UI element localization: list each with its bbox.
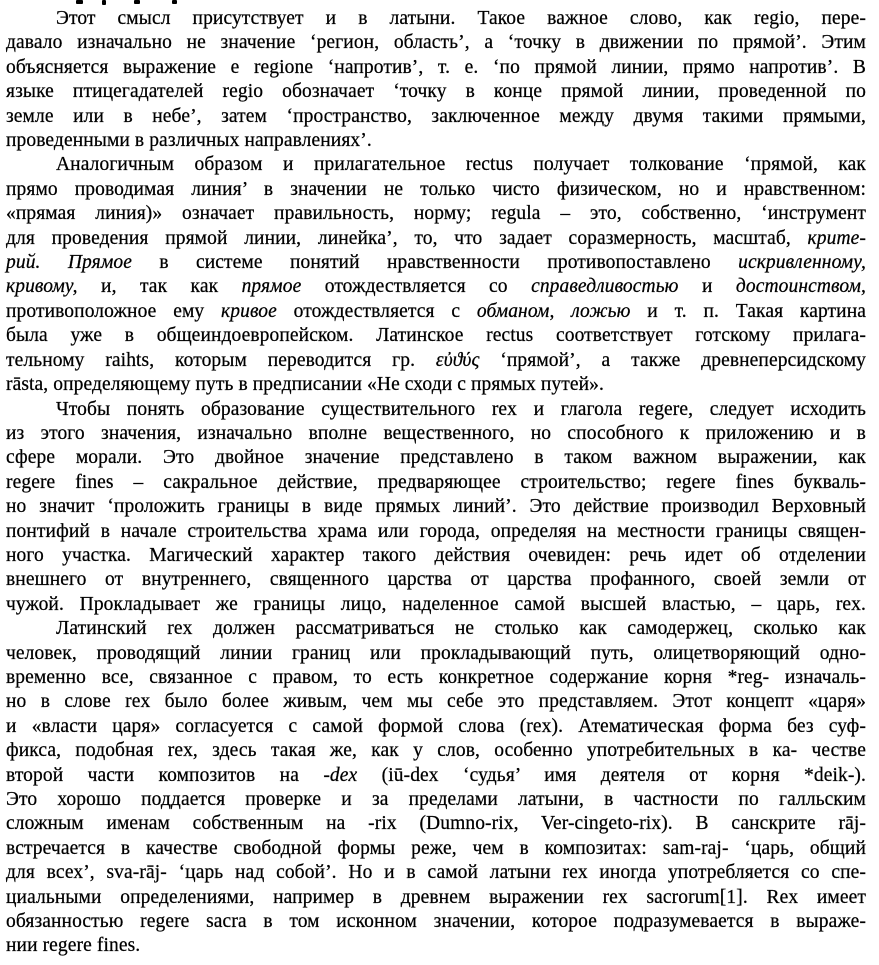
text-run: сложным именам собственным на -rix (Dumno-rix, Ver-cingeto-rix). В санскрите rāj- (6, 813, 866, 835)
text-line (6, 300, 866, 324)
text-run: в системе понятий нравственности противопоставлено (131, 252, 739, 274)
text-line (6, 153, 866, 177)
text-line (6, 422, 866, 446)
text-line (6, 446, 866, 470)
paragraph (6, 7, 866, 153)
paragraph (6, 153, 866, 397)
text-line (6, 715, 866, 739)
italic-text-run: εὐϑύς (435, 349, 480, 371)
text-line (6, 910, 866, 934)
text-run: ‘прямой’, а также древнеперсидскому (479, 349, 866, 371)
text-line (6, 837, 866, 861)
text-line (6, 398, 866, 422)
text-line (6, 80, 866, 104)
text-run: (iū-dex ‘судья’ имя деятеля от корня *deik-). (357, 764, 866, 786)
italic-text-run: крите- (807, 227, 866, 249)
text-run: regere fines – сакральное действие, предваряющее строительство; regere fines букваль- (6, 471, 866, 493)
text-run: Этот смысл присутствует и в латыни. Такое важное слово, как regio, пере- (56, 8, 866, 29)
italic-text-run: кривое (221, 300, 277, 322)
text-run: языке птицегадателей regio обозначает ‘точку в конце прямой линии, проведенной по (6, 81, 866, 103)
text-line (6, 886, 866, 910)
text-line (6, 202, 866, 226)
text-line (6, 373, 866, 397)
text-line (6, 788, 866, 812)
previous-line-fragment (76, 0, 196, 6)
text-run: фикса, подобная rex, здесь такая же, как у слов, особенно употребительных в ка- честве (6, 740, 866, 762)
text-line (6, 666, 866, 690)
text-run: и «власти царя» согласуется с самой формой слова (rex). Атематическая форма без суф- (6, 715, 866, 737)
text-line (6, 324, 866, 348)
text-line (6, 568, 866, 592)
text-line (6, 642, 866, 666)
text-line (6, 251, 866, 275)
text-run: но значит ‘проложить границы в виде прямых линий’. Это действие производил Верховный (6, 496, 866, 518)
text-line (6, 178, 866, 202)
text-line (6, 129, 866, 153)
text-line (6, 764, 866, 788)
text-run: но в слове rex было более живым, чем мы себе это представляем. Этот концепт «царя» (6, 691, 866, 713)
italic-text-run: обманом, ложью (476, 300, 631, 322)
text-run: была уже в общеиндоевропейском. Латинское rectus соответствует готскому прилага- (6, 325, 866, 347)
text-line (6, 349, 866, 373)
text-run: и т. п. Такая картина (630, 300, 867, 322)
text-line (6, 739, 866, 763)
text-run: Чтобы понять образование существительного rex и глагола regere, следует исходить (56, 398, 866, 420)
italic-text-run: искривленному, (738, 252, 866, 274)
text-run: rāsta, определяющему путь в предписании «Не сходи с прямых путей». (6, 374, 604, 396)
text-run: Латинский rex должен рассматриваться не столько как самодержец, сколько как (56, 618, 866, 640)
text-run: временно все, связанное с правом, то есть конкретное содержание корня *reg- изначаль- (6, 666, 866, 688)
text-run: понтифий в начале строительства храма или города, определяя на местности границы священ- (6, 520, 866, 542)
text-run: второй части композитов на (6, 764, 324, 786)
text-line (6, 31, 866, 55)
text-line (6, 690, 866, 714)
text-line (6, 593, 866, 617)
text-run: прямо проводимая линия’ в значении не только чисто физическом, но и нравственном: (6, 178, 866, 200)
text-run: давало изначально не значение ‘регион, область’, а ‘точку в движении по прямой’. Этим (6, 32, 866, 54)
text-run: «прямая линия)» означает правильность, норму; regula – это, собственно, ‘инструмент (6, 203, 866, 225)
text-run: встречается в качестве свободной формы реже, чем в композитах: sam-raj- ‘царь, общий (6, 837, 866, 859)
text-run: сфере морали. Это двойное значение представлено в таком важном выражении, как (6, 447, 866, 469)
text-run: противоположное ему (6, 300, 222, 322)
text-run: внешнего от внутреннего, священного царства от царства профанного, своей земли от (6, 569, 866, 591)
text-run: объясняется выражение e regione ‘напротив’, т. е. ‘по прямой линии, прямо напротив’. В (6, 56, 866, 78)
text-line (6, 227, 866, 251)
italic-text-run: кривому, (6, 276, 78, 298)
text-run: Аналогичным образом и прилагательное rectus получает толкование ‘прямой, как (56, 154, 866, 176)
text-line (6, 7, 866, 31)
text-line (6, 934, 866, 958)
text-line (6, 495, 866, 519)
text-run: циальными определениями, например в древнем выражении rex sacrorum[1]. Rex имеет (6, 886, 866, 908)
text-run: для проведения прямой линии, линейка’, то, что задает соразмерность, масштаб, (6, 227, 808, 249)
paragraph (6, 617, 866, 959)
text-run: обязанностью regere sacra в том исконном значении, которое подразумевается в выраже- (6, 911, 866, 933)
text-run: отождествляется с (276, 300, 477, 322)
text-run: чужой. Прокладывает же границы лицо, наделенное самой высшей властью, – царь, rex. (6, 593, 866, 615)
italic-text-run: -dex (323, 764, 358, 786)
text-run: человек, проводящий линии границ или прокладывающий путь, олицетворяющий одно- (6, 642, 866, 664)
text-run: Это хорошо поддается проверке и за пределами латыни, в частности по галльским (6, 789, 866, 810)
text-line (6, 520, 866, 544)
text-line (6, 275, 866, 299)
text-run: из этого значения, изначально вполне вещественного, но способного к приложению и в (6, 422, 866, 444)
text-line (6, 617, 866, 641)
text-block (6, 7, 866, 959)
text-line (6, 861, 866, 885)
text-run: и, так как (77, 276, 242, 298)
text-run: отождествляется со (301, 276, 532, 298)
text-run: проведенными в различных направлениях’. (6, 130, 372, 152)
text-line (6, 105, 866, 129)
paragraph (6, 398, 866, 618)
text-run: ного участка. Магический характер такого действия очевиден: речь идет об отделении (6, 544, 866, 566)
italic-text-run: достоинством, (735, 276, 866, 298)
italic-text-run: справедливостью (531, 276, 679, 298)
italic-text-run: прямое (241, 276, 302, 298)
text-line (6, 544, 866, 568)
text-run: для всех’, sva-rāj- ‘царь над собой’. Но и в самой латыни rex иногда употребляется со спе- (6, 862, 866, 884)
text-line (6, 56, 866, 80)
text-run: тельному raihts, которым переводится гр. (6, 349, 436, 371)
text-run: нии regere fines. (6, 935, 141, 957)
text-run: земле или в небе’, затем ‘пространство, заключенное между двумя такими прямыми, (6, 105, 866, 127)
text-run: и (678, 276, 736, 298)
text-line (6, 471, 866, 495)
italic-text-run: рий. Прямое (6, 252, 132, 274)
text-line (6, 812, 866, 836)
